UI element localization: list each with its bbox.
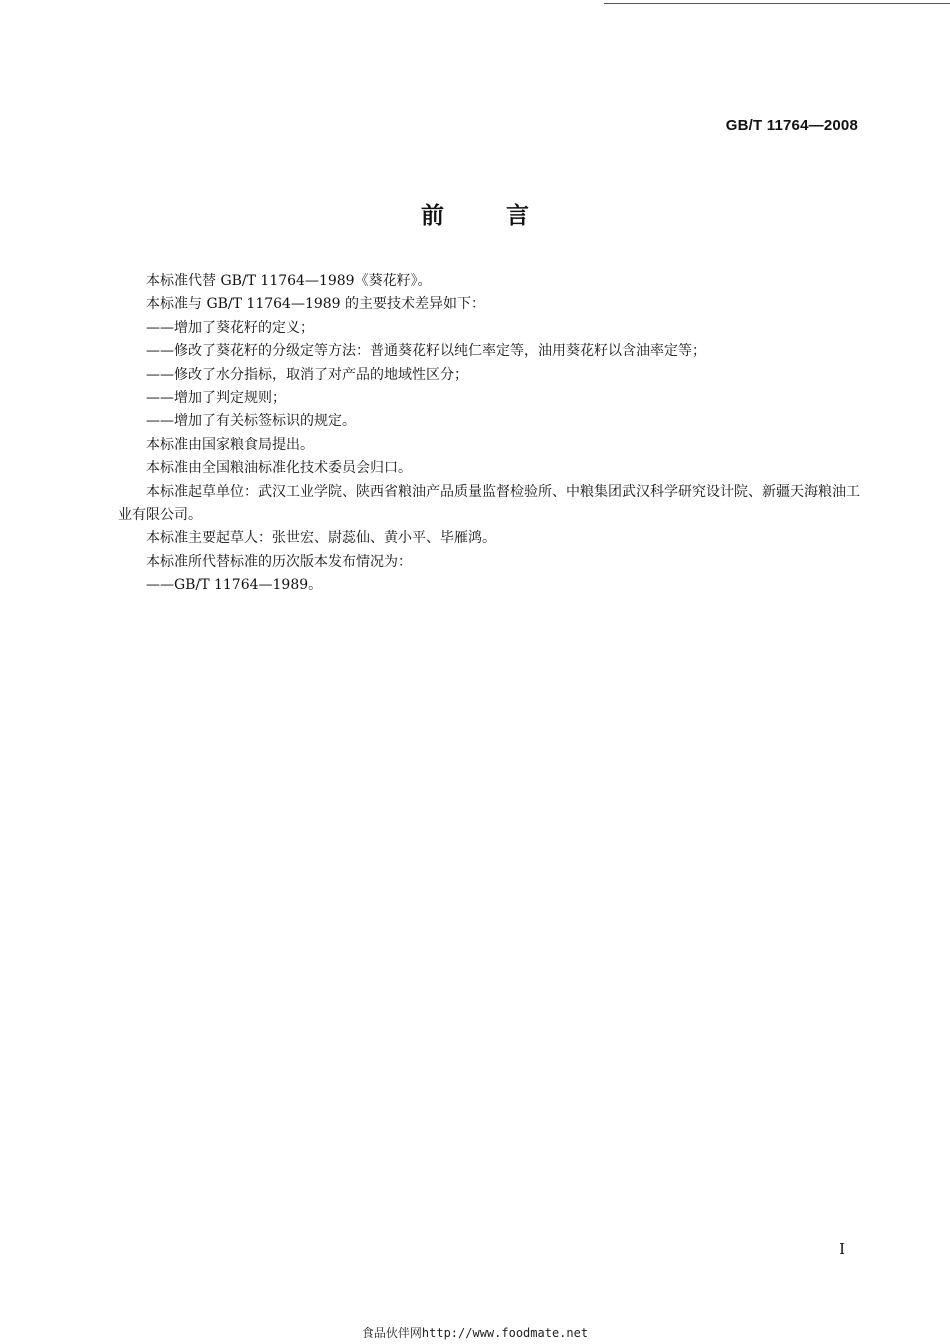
- list-item: ——修改了葵花籽的分级定等方法：普通葵花籽以纯仁率定等，油用葵花籽以含油率定等；: [146, 343, 706, 360]
- paragraph-proposed-by: 本标准由国家粮食局提出。: [146, 436, 314, 453]
- list-item: ——GB/T 11764—1989。: [146, 577, 323, 594]
- standard-code: GB/T 11764—2008: [725, 117, 858, 134]
- list-item: ——增加了葵花籽的定义；: [146, 319, 314, 336]
- top-rule: [604, 3, 950, 4]
- paragraph-managed-by: 本标准由全国粮油标准化技术委员会归口。: [146, 460, 412, 477]
- list-item: ——增加了判定规则；: [146, 390, 286, 407]
- paragraph-history-intro: 本标准所代替标准的历次版本发布情况为：: [146, 553, 412, 570]
- document-body: [118, 270, 863, 598]
- paragraph-drafting-units: 本标准起草单位：武汉工业学院、陕西省粮油产品质量监督检验所、中粮集团武汉科学研究设计院、新疆天海粮油工业有限公司。: [118, 483, 860, 524]
- paragraph-drafters: 本标准主要起草人：张世宏、尉蕊仙、黄小平、毕雁鸿。: [146, 530, 496, 547]
- paragraph-replaces: 本标准代替 GB/T 11764—1989《葵花籽》。: [146, 273, 432, 289]
- paragraph-differences-intro: 本标准与 GB/T 11764—1989 的主要技术差异如下：: [146, 296, 486, 313]
- list-item: ——修改了水分指标，取消了对产品的地域性区分；: [146, 366, 468, 383]
- footer-watermark: 食品伙伴网http://www.foodmate.net: [361, 1326, 589, 1340]
- page-title: 前言: [421, 203, 591, 229]
- list-item: ——增加了有关标签标识的规定。: [146, 413, 356, 430]
- page-number: I: [839, 1240, 845, 1258]
